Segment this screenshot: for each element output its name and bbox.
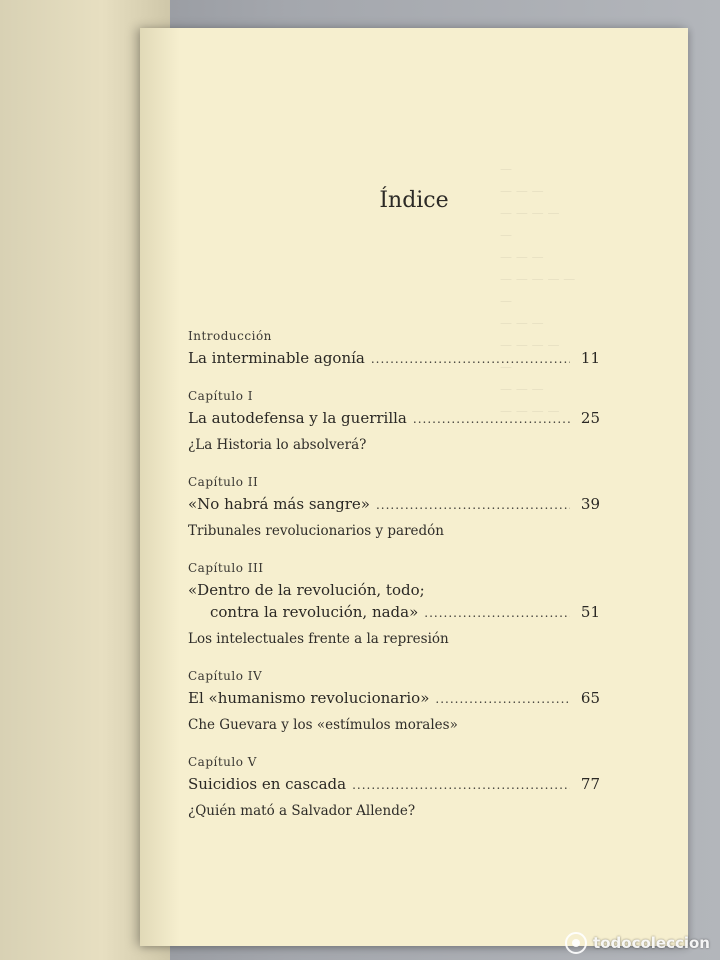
- dot-leader: [376, 494, 570, 516]
- entry-title-line: [188, 601, 600, 624]
- chapter-subtitle: Los intelectuales frente a la represión: [188, 631, 449, 647]
- toc-entry-capitulo-3: [188, 560, 600, 650]
- page-title: Índice: [379, 188, 449, 213]
- dot-leader: [424, 602, 570, 624]
- book-page: [140, 28, 688, 946]
- entry-title-line: [188, 347, 600, 370]
- chapter-subtitle: ¿La Historia lo absolverá?: [188, 437, 367, 453]
- toc-entry-capitulo-2: [188, 474, 600, 542]
- toc-entry-capitulo-4: [188, 668, 600, 736]
- page-number: 65: [580, 689, 600, 707]
- entry-title-line: [188, 773, 600, 796]
- toc-entry-capitulo-1: [188, 388, 600, 456]
- page-number: 25: [580, 409, 600, 427]
- table-of-contents: [188, 328, 600, 840]
- chapter-subtitle: Tribunales revolucionarios y paredón: [188, 523, 444, 539]
- dot-leader: [435, 688, 570, 710]
- toc-entry-introduccion: [188, 328, 600, 370]
- entry-title-line: [188, 407, 600, 430]
- dot-leader: [413, 408, 570, 430]
- chapter-label: Introducción: [188, 329, 272, 343]
- watermark-text: todocoleccion: [593, 934, 710, 952]
- entry-title-line: [188, 493, 600, 516]
- watermark: [565, 932, 710, 954]
- chapter-label: Capítulo I: [188, 389, 254, 403]
- entry-title-line: [188, 687, 600, 710]
- entry-title: contra la revolución, nada»: [210, 603, 419, 621]
- chapter-subtitle: ¿Quién mató a Salvador Allende?: [188, 803, 416, 819]
- chapter-label: Capítulo IV: [188, 669, 263, 683]
- entry-title: La autodefensa y la guerrilla: [188, 409, 407, 427]
- page-number: 51: [580, 603, 600, 621]
- page-number: 39: [580, 495, 600, 513]
- page-number: 11: [580, 349, 600, 367]
- chapter-label: Capítulo V: [188, 755, 257, 769]
- chapter-label: Capítulo III: [188, 561, 264, 575]
- entry-title: Suicidios en cascada: [188, 775, 347, 793]
- entry-title: La interminable agonía: [188, 349, 365, 367]
- dot-leader: [371, 348, 570, 370]
- toc-entry-capitulo-5: [188, 754, 600, 822]
- entry-title: El «humanismo revolucionario»: [188, 689, 430, 707]
- chapter-subtitle: Che Guevara y los «estímulos morales»: [188, 717, 458, 733]
- entry-title: «No habrá más sangre»: [188, 495, 370, 513]
- chapter-label: Capítulo II: [188, 475, 259, 489]
- page-gutter-shadow: [140, 28, 180, 946]
- dot-leader: [352, 774, 570, 796]
- todocoleccion-logo-icon: [565, 932, 587, 954]
- bleed-through-text: — — — — — — — — — — — — — — — — — — — — — — — — — — — — — — — — —: [500, 162, 576, 418]
- page-number: 77: [580, 775, 600, 793]
- entry-title-first-line: «Dentro de la revolución, todo;: [188, 581, 425, 599]
